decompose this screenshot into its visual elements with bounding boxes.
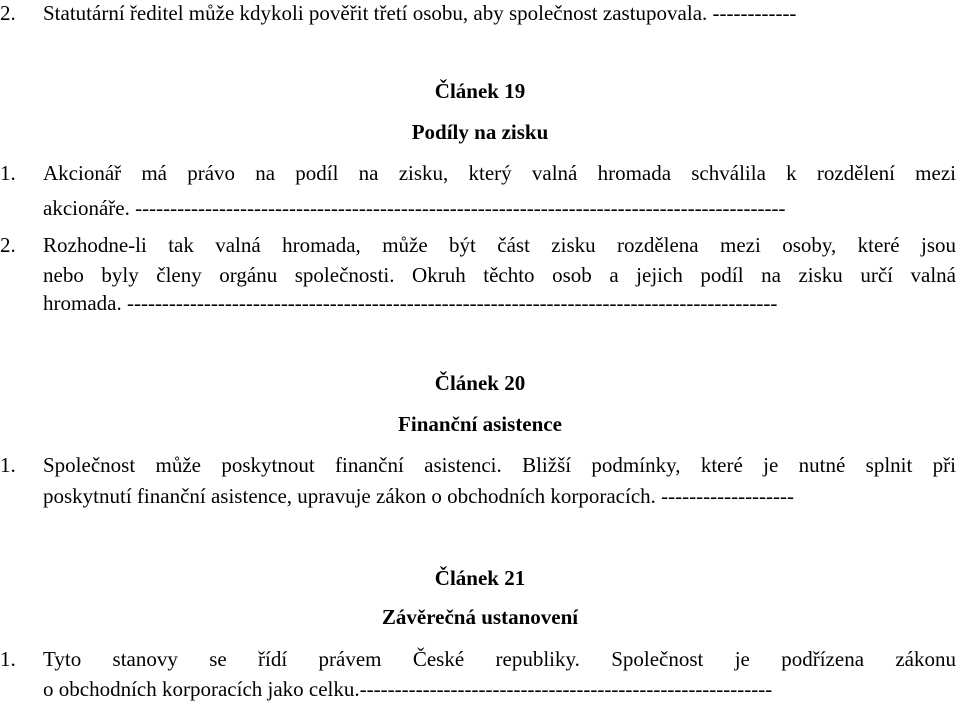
a19-p1-text-2: akcionáře. ---------------------------------------------------------------------------------------------: [43, 196, 786, 220]
a19-p2-line-2: [0, 262, 956, 288]
a19-p1-text-1: Akcionář má právo na podíl na zisku, který valná hromada schválila k rozdělení mezi: [43, 161, 956, 185]
a20-p1-text-1: Společnost může poskytnout finanční asistenci. Bližší podmínky, které je nutné splnit při: [43, 453, 956, 477]
a19-p2-text-1: Rozhodne-li tak valná hromada, může být část zisku rozdělena mezi osoby, které jsou: [43, 233, 956, 257]
a19-p2-line-3: [0, 290, 960, 316]
a19-p2-line-1: [0, 232, 960, 258]
article-20-heading: Článek 20: [434, 371, 526, 395]
a18-p2-line-1: [0, 0, 960, 26]
article-21-title: Závěrečná ustanovení: [381, 605, 579, 629]
a19-p2-number: 2.: [0, 233, 16, 257]
a20-p1-line-2: [0, 483, 960, 509]
a21-p1-text-1: Tyto stanovy se řídí právem České republiky. Společnost je podřízena zákonu: [43, 647, 956, 671]
a21-p1-line-1: [0, 646, 960, 672]
a21-p1-number: 1.: [0, 647, 16, 671]
a19-p1-line-1: [0, 160, 960, 186]
a18-p2-text-1: Statutární ředitel může kdykoli pověřit třetí osobu, aby společnost zastupovala. ------------: [43, 1, 797, 25]
article-20-title: Finanční asistence: [398, 412, 562, 436]
a21-p1-text-2: o obchodních korporacích jako celku.-----------------------------------------------------------: [43, 677, 773, 701]
a20-p1-number: 1.: [0, 453, 16, 477]
a21-p1-line-2: [0, 676, 960, 702]
a20-p1-line-1: [0, 452, 960, 478]
article-19-title: Podíly na zisku: [411, 120, 549, 144]
a19-p1-number: 1.: [0, 161, 16, 185]
a20-p1-text-2: poskytnutí finanční asistence, upravuje zákon o obchodních korporacích. -------------------: [43, 484, 795, 508]
a18-p2-number: 2.: [0, 1, 16, 25]
a19-p2-text-2: nebo byly členy orgánu společnosti. Okruh těchto osob a jejich podíl na zisku určí valná: [43, 263, 956, 287]
article-19-heading: Článek 19: [434, 79, 526, 103]
a19-p2-text-3: hromada. ---------------------------------------------------------------------------------------------: [43, 291, 778, 315]
a19-p1-line-2: [0, 195, 960, 221]
article-21-heading: Článek 21: [434, 566, 526, 590]
